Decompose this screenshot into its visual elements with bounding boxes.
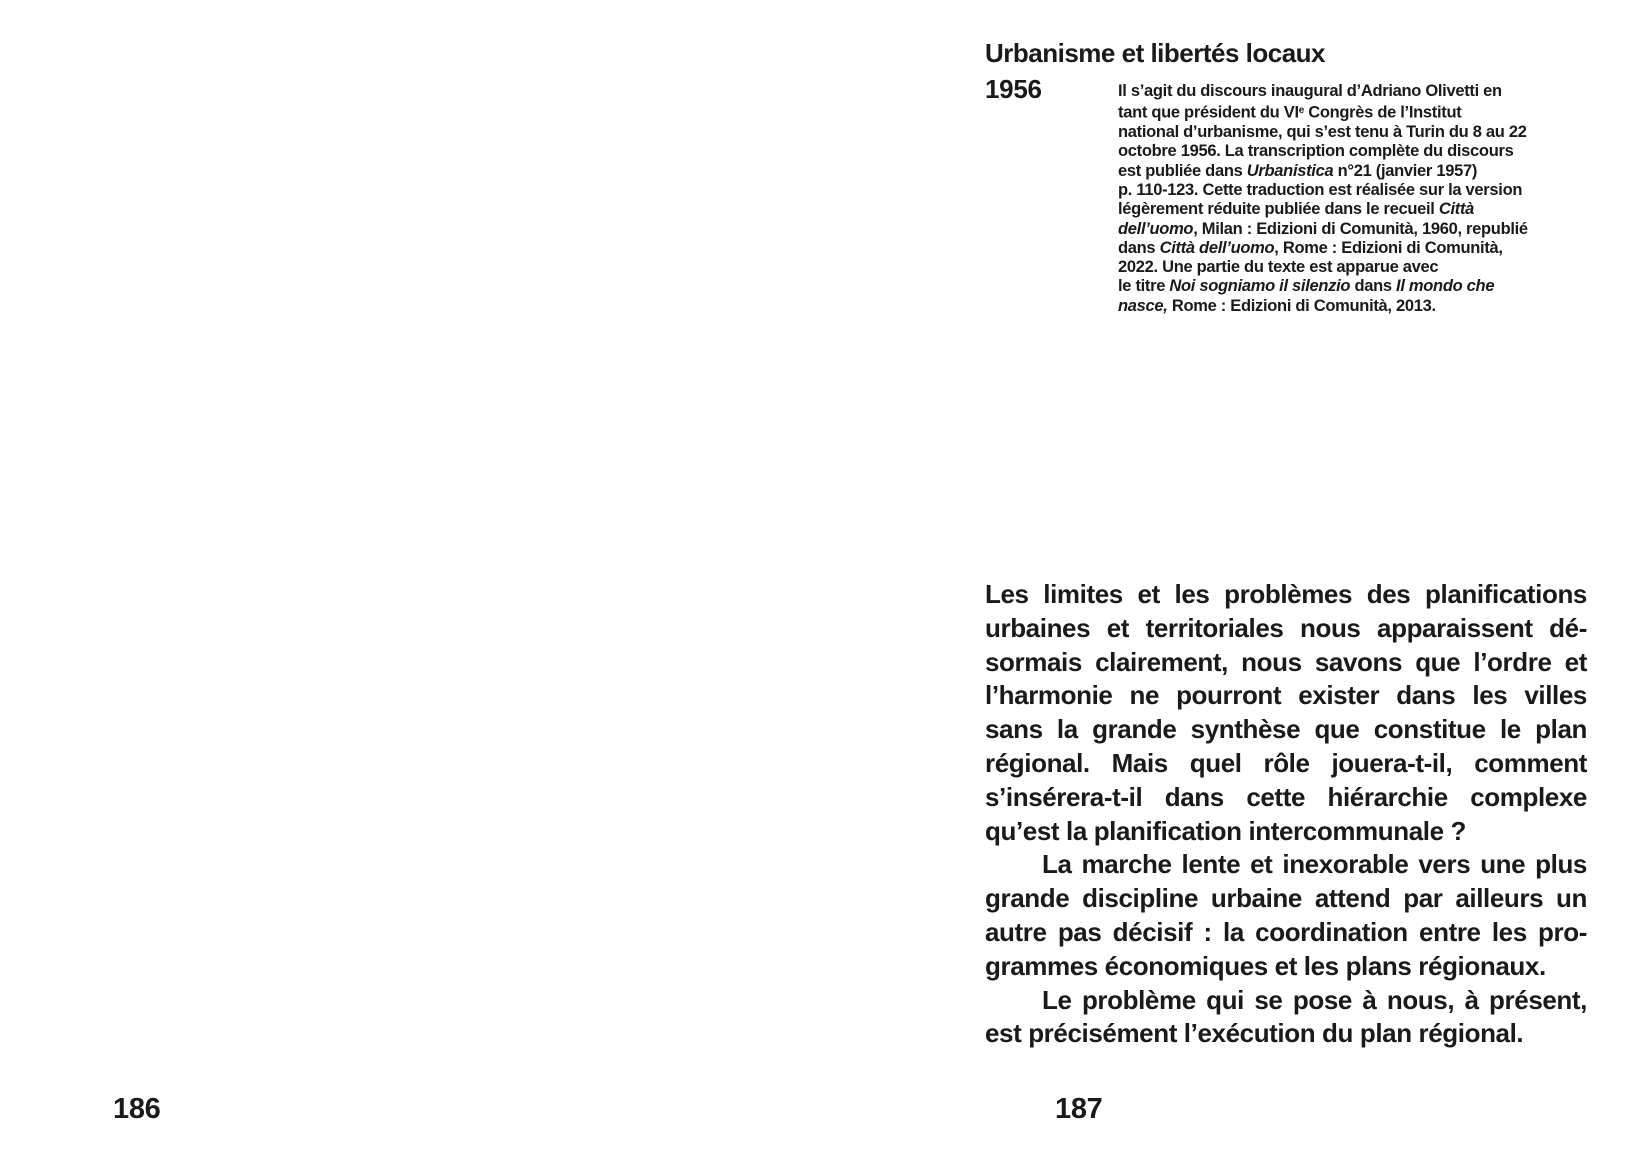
text-segment: est précisément l’exécution du plan régional.: [985, 1018, 1524, 1049]
text-line: [1118, 181, 1528, 200]
page-number-left: 186: [113, 1093, 161, 1125]
text-segment: octobre 1956. La transcription complète du discours: [1118, 142, 1514, 161]
text-line: [985, 747, 1587, 781]
text-segment: qu’est la planification intercommunale ?: [985, 815, 1466, 846]
text-segment: Le problème qui se pose à nous, à présent,: [1042, 984, 1587, 1015]
text-segment: autre pas décisif : la coordination entre les pro-: [985, 916, 1587, 947]
text-segment: dans: [1350, 277, 1397, 296]
text-line: [1118, 123, 1528, 142]
text-line: [985, 679, 1587, 713]
text-segment: régional. Mais quel rôle jouera-t-il, comment: [985, 747, 1587, 778]
body-text: [985, 578, 1587, 1051]
text-segment: Il s’agit du discours inaugural d’Adriano Olivetti en: [1118, 82, 1502, 100]
text-line: [1118, 220, 1528, 239]
text-segment: national d’urbanisme, qui s’est tenu à Turin du 8 au 22: [1118, 123, 1527, 142]
text-segment: p. 110-123. Cette traduction est réalisée sur la version: [1118, 180, 1523, 199]
text-segment: Les limites et les problèmes des planifications: [985, 579, 1587, 609]
text-line: [1118, 101, 1528, 123]
text-line: [985, 984, 1587, 1018]
text-line: [985, 916, 1587, 950]
chapter-year: 1956: [985, 74, 1042, 104]
text-segment: dans: [1118, 238, 1160, 257]
text-line: [1118, 200, 1528, 219]
text-segment: Città dell’uomo: [1159, 238, 1275, 257]
text-segment: est publiée dans: [1118, 161, 1247, 180]
text-line: [1118, 277, 1528, 296]
text-segment: légèrement réduite publiée dans le recueil: [1118, 200, 1439, 219]
text-segment: grande discipline urbaine attend par ailleurs un: [985, 883, 1587, 914]
text-line: [985, 713, 1587, 747]
text-segment: sormais clairement, nous savons que l’ordre et: [985, 646, 1587, 677]
text-segment: n°21 (janvier 1957): [1333, 161, 1478, 180]
text-segment: tant que président du VI: [1118, 103, 1299, 122]
text-line: [985, 848, 1587, 882]
text-segment: dell’uomo: [1118, 219, 1194, 238]
text-line: [985, 882, 1587, 916]
text-line: [1118, 142, 1528, 161]
text-segment: 2022. Une partie du texte est apparue avec: [1118, 258, 1439, 277]
text-segment: , Rome : Edizioni di Comunità,: [1274, 238, 1503, 257]
text-segment: l’harmonie ne pourront exister dans les villes: [985, 680, 1587, 711]
text-segment: e: [1298, 105, 1304, 117]
text-line: [1118, 297, 1528, 316]
text-line: [985, 781, 1587, 815]
text-line: [1118, 162, 1528, 181]
text-segment: urbaines et territoriales nous apparaissent dé-: [985, 612, 1587, 643]
page-number-right: 187: [1055, 1093, 1103, 1125]
text-segment: La marche lente et inexorable vers une plus: [1042, 849, 1587, 880]
text-segment: Noi sogniamo il silenzio: [1169, 277, 1351, 296]
text-segment: Il mondo che: [1396, 277, 1495, 296]
text-segment: le titre: [1118, 277, 1170, 296]
chapter-title: Urbanisme et libertés locaux: [985, 38, 1326, 68]
text-line: [985, 612, 1587, 646]
text-segment: s’insérera-t-il dans cette hiérarchie complexe: [985, 781, 1587, 812]
text-line: [985, 578, 1587, 612]
text-segment: nasce,: [1118, 296, 1168, 315]
text-segment: grammes économiques et les plans régionaux.: [985, 950, 1546, 981]
text-line: [985, 950, 1587, 984]
text-segment: , Milan : Edizioni di Comunità, 1960, republié: [1193, 219, 1528, 238]
text-line: [1118, 258, 1528, 277]
text-segment: Rome : Edizioni di Comunità, 2013.: [1167, 296, 1436, 315]
text-line: [985, 1017, 1587, 1051]
editorial-note: [1118, 82, 1528, 316]
text-line: [1118, 82, 1528, 101]
text-segment: Urbanistica: [1246, 161, 1334, 180]
text-segment: Città: [1438, 200, 1475, 219]
text-line: [985, 815, 1587, 849]
text-segment: sans la grande synthèse que constitue le plan: [985, 714, 1587, 745]
text-line: [1118, 239, 1528, 258]
text-segment: Congrès de l’Institut: [1303, 103, 1462, 122]
text-line: [985, 646, 1587, 680]
